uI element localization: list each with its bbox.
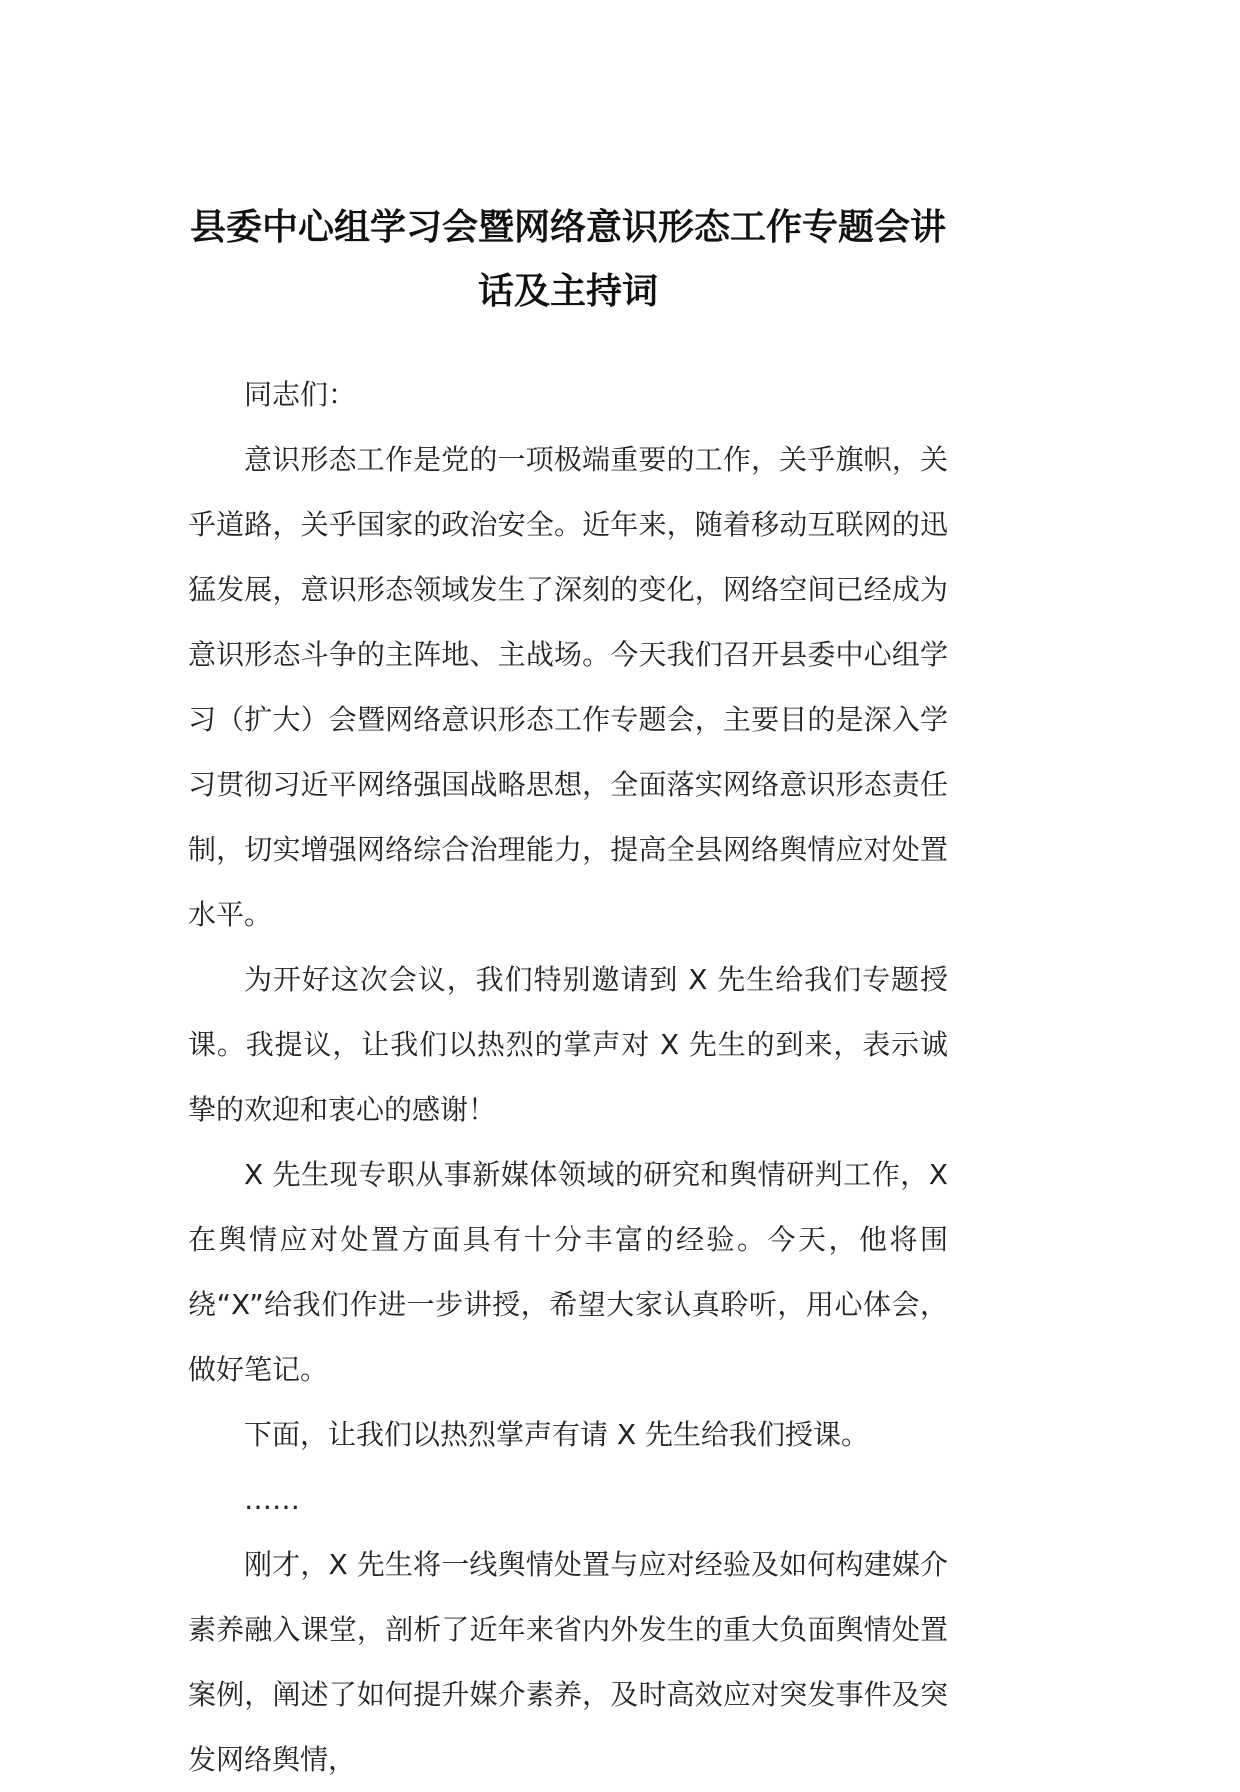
paragraph-welcome: 下面，让我们以热烈掌声有请 X 先生给我们授课。 [244, 1418, 869, 1451]
paragraph-intro: 意识形态工作是党的一项极端重要的工作，关乎旗帜，关乎道路，关乎国家的政治安全。近年来，随着移动互联网的迅猛发展，意识形态领域发生了深刻的变化，网络空间已经成为意识形态斗争的主阵地、主战场。今天我们召开县委中心组学习（扩大）会暨网络意识形态工作专题会，主要目的是深入学习贯彻习近平网络强国战略思想，全面落实网络意识形态责任制，切实增强网络综合治理能力，提高全县网络舆情应对处置水平。 [188, 443, 948, 931]
document-body [188, 362, 948, 1792]
document-title: 县委中心组学习会暨网络意识形态工作专题会讲话及主持词 [189, 207, 946, 312]
paragraph-speaker-bio: X 先生现专职从事新媒体领域的研究和舆情研判工作，X 在舆情应对处置方面具有十分丰富的经验。今天，他将围绕“X”给我们作进一步讲授，希望大家认真聆听，用心体会，做好笔记。 [188, 1158, 948, 1386]
paragraph-summary: 刚才，X 先生将一线舆情处置与应对经验及如何构建媒介素养融入课堂，剖析了近年来省内外发生的重大负面舆情处置案例，阐述了如何提升媒介素养，及时高效应对突发事件及突发网络舆情， [188, 1548, 948, 1776]
salutation: 同志们： [244, 378, 357, 411]
paragraph-ellipsis: …… [244, 1483, 300, 1516]
paragraph-invitation: 为开好这次会议，我们特别邀请到 X 先生给我们专题授课。我提议，让我们以热烈的掌声对 X 先生的到来，表示诚挚的欢迎和衷心的感谢！ [188, 963, 948, 1126]
